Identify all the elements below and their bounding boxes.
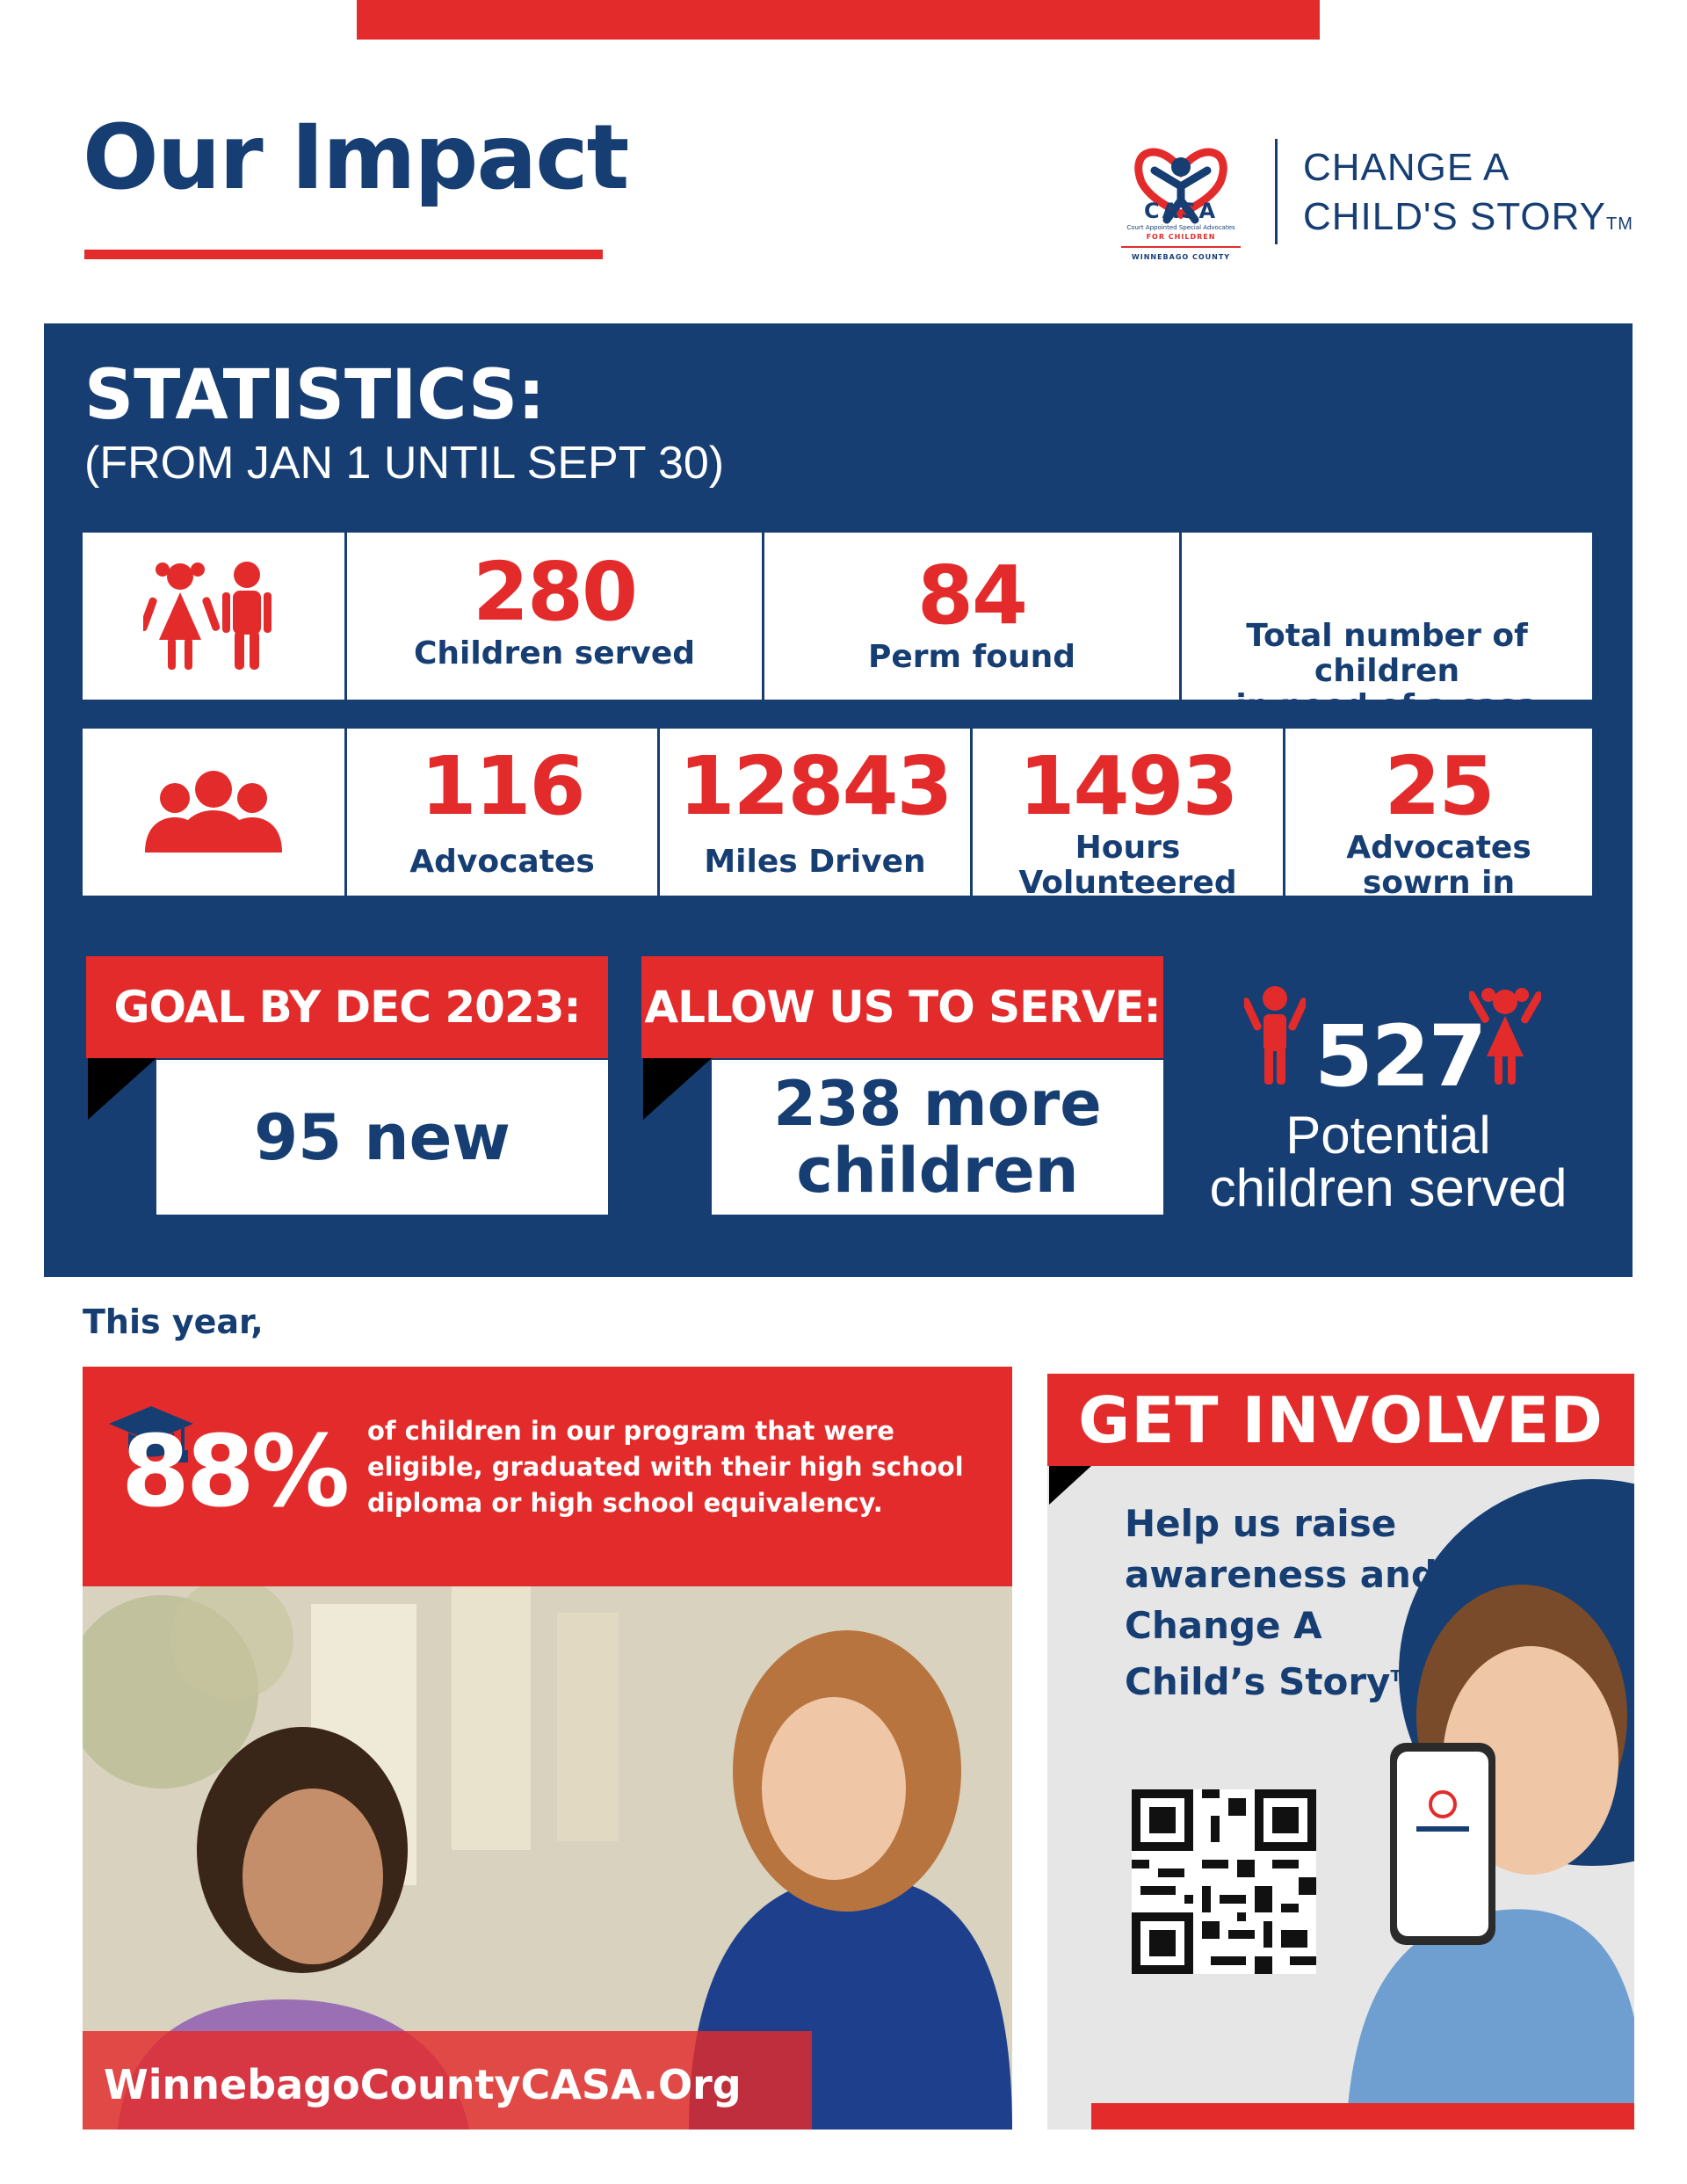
girl-cheering-icon	[1469, 984, 1541, 1086]
stat-label: Miles Driven	[704, 844, 926, 880]
child-cheering-icon	[1244, 984, 1306, 1086]
serve-banner-fold	[643, 1058, 712, 1120]
stat-value: 25	[1384, 739, 1494, 833]
get-involved-bottom-bar	[1091, 2103, 1634, 2130]
serve-value	[712, 1060, 1163, 1215]
get-involved-illustration	[1047, 1374, 1634, 2130]
stat-value: 116	[420, 739, 584, 833]
potential-value: 527	[1314, 1007, 1486, 1106]
stat-hours-volunteered	[970, 729, 1283, 901]
stat-label-line1: Hours	[1075, 830, 1181, 866]
potential-label	[1204, 1106, 1573, 1217]
title-underline	[84, 250, 603, 259]
tagline	[1303, 143, 1633, 242]
logo-county: WINNEBAGO COUNTY	[1131, 253, 1231, 261]
stat-value: 1493	[1018, 739, 1237, 833]
stat-label: Advocates	[409, 844, 595, 880]
stat-value: 84	[916, 548, 1027, 642]
involved-banner-fold	[1049, 1466, 1091, 1505]
children-icon-cell	[83, 533, 344, 700]
group-icon-cell	[83, 729, 344, 896]
get-involved-card	[1047, 1374, 1634, 2130]
logo-subtitle: Court Appointed Special Advocates	[1126, 224, 1235, 231]
involved-line2: awareness and	[1125, 1553, 1437, 1596]
goal-banner-fold	[88, 1058, 156, 1120]
stat-label-line2: in need of a casa	[1235, 688, 1539, 724]
this-year-heading: This year,	[83, 1302, 264, 1341]
website-link[interactable]: WinnebagoCountyCASA.Org	[104, 2061, 742, 2108]
stat-value: 12843	[678, 739, 952, 833]
logo-name: CASA	[1143, 199, 1219, 223]
stat-row-children	[83, 533, 1592, 724]
group-icon	[143, 768, 284, 856]
tagline-line2: CHILD'S STORY	[1303, 195, 1606, 238]
stat-value: 280	[472, 545, 637, 639]
stat-label-line2: sowrn in	[1362, 865, 1516, 901]
stat-row-advocates	[83, 729, 1592, 901]
involved-line1: Help us raise	[1125, 1502, 1397, 1545]
page-title: Our Impact	[83, 105, 628, 210]
logo-divider	[1275, 139, 1278, 244]
casa-heart-icon	[1102, 116, 1260, 274]
qr-code-icon[interactable]	[1132, 1789, 1316, 1974]
children-icon	[143, 559, 284, 673]
stat-perm-found	[762, 533, 1179, 700]
stat-total-in-need	[1179, 533, 1592, 724]
tagline-trademark: TM	[1605, 214, 1633, 234]
goal-banner: GOAL BY DEC 2023:	[86, 956, 608, 1058]
stat-label-line2: Volunteered	[1018, 865, 1237, 901]
serve-value-line2: children	[796, 1135, 1079, 1207]
tagline-line1: CHANGE A	[1303, 146, 1510, 189]
stat-label-line1: Advocates	[1346, 830, 1531, 866]
stat-label-line1: Total number of children	[1246, 618, 1528, 689]
involved-line3: Change A	[1125, 1604, 1322, 1647]
involved-trademark: TM	[1390, 1667, 1417, 1686]
casa-logo	[1102, 116, 1260, 274]
stat-advocates	[344, 729, 657, 896]
graduation-percent: 88%	[121, 1415, 347, 1529]
goal-value: 95 new	[156, 1060, 608, 1215]
logo-rule	[1121, 246, 1241, 248]
get-involved-text	[1125, 1498, 1459, 1708]
potential-label-line2: children served	[1209, 1158, 1568, 1217]
get-involved-title: GET INVOLVED	[1047, 1374, 1634, 1466]
potential-label-line1: Potential	[1285, 1106, 1491, 1165]
involved-line4: Child’s Story	[1125, 1660, 1391, 1703]
stat-miles-driven	[657, 729, 970, 896]
stat-label: Perm found	[867, 639, 1076, 675]
stat-label: Children served	[413, 635, 696, 671]
statistics-title: STATISTICS:	[84, 356, 546, 435]
logo-for-children: FOR CHILDREN	[1146, 233, 1216, 241]
top-accent-bar	[357, 0, 1320, 40]
stat-advocates-sworn	[1283, 729, 1592, 901]
serve-value-line1: 238 more	[773, 1068, 1102, 1140]
statistics-subtitle: (FROM JAN 1 UNTIL SEPT 30)	[84, 438, 725, 489]
serve-banner: ALLOW US TO SERVE:	[641, 956, 1163, 1058]
stat-children-served	[344, 533, 762, 700]
graduation-text: of children in our program that were eligible, graduated with their high school diploma or high school equivalency.	[367, 1416, 964, 1518]
